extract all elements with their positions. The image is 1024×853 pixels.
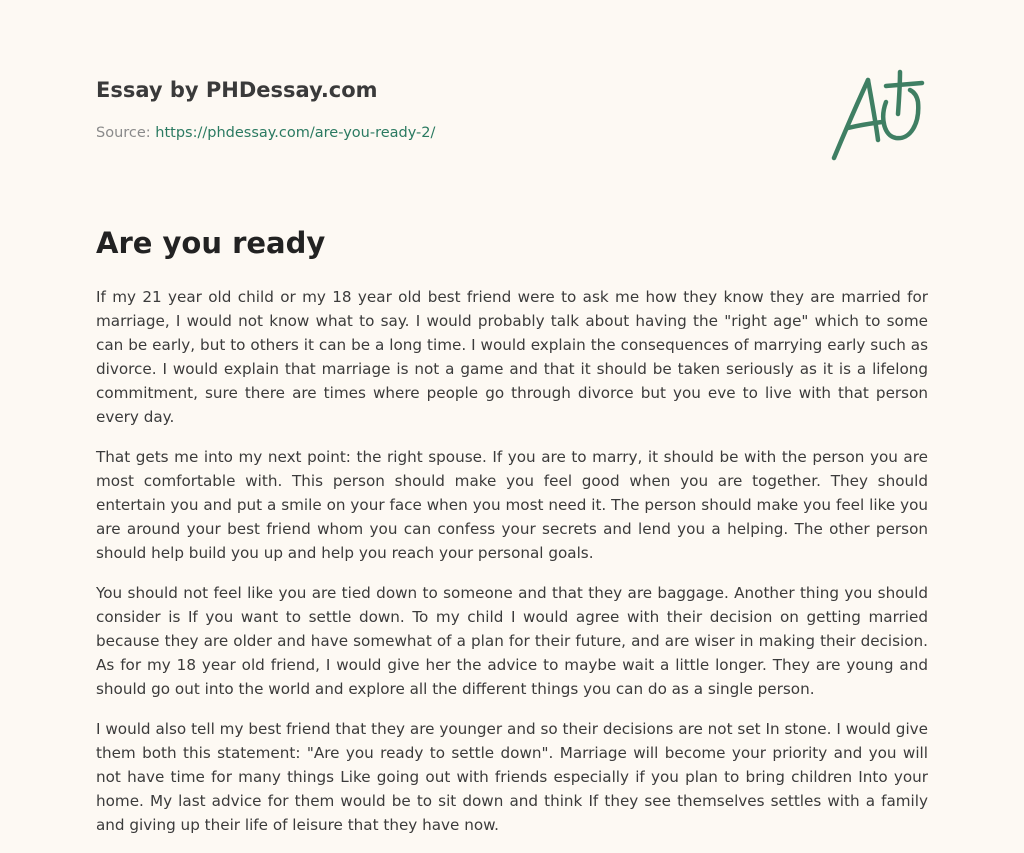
essay-paragraph: I would also tell my best friend that they are younger and so their decisions are not set In stone. I would give them both this statement: "Are you ready to settle down". Marriage will become your priority and you will not have time for many things Like going out with friends especially if you plan to bring children Into your home. My last advice for them would be to sit down and think If they see themselves settles with a family and giving up their life of leisure that they have now. xyxy=(96,720,928,834)
essay-title: Are you ready xyxy=(96,226,326,260)
a-plus-logo-icon xyxy=(826,66,928,166)
essay-paragraph: If my 21 year old child or my 18 year old best friend were to ask me how they know they are married for marriage, I would not know what to say. I would probably talk about having the "right age" which to some can be early, but to others it can be a long time. I would explain the consequences of marrying early such as divorce. I would explain that marriage is not a game and that it should be taken seriously as it is a lifelong commitment, sure there are times where people go through divorce but you eve to live with that person every day. xyxy=(96,288,928,426)
source-link[interactable]: https://phdessay.com/are-you-ready-2/ xyxy=(155,125,436,141)
essay-body xyxy=(96,285,928,853)
essay-page xyxy=(96,0,928,834)
header xyxy=(96,0,928,180)
source-line xyxy=(96,125,435,141)
essay-paragraph: You should not feel like you are tied down to someone and that they are baggage. Another thing you should consider is If you want to settle down. To my child I would agree with their decision on getting married because they are older and have somewhat of a plan for their future, and are wiser in making their decision. As for my 18 year old friend, I would give her the advice to maybe wait a little longer. They are young and should go out into the world and explore all the different things you can do as a single person. xyxy=(96,584,928,698)
site-title: Essay by PHDessay.com xyxy=(96,78,378,102)
essay-paragraph: That gets me into my next point: the right spouse. If you are to marry, it should be with the person you are most comfortable with. This person should make you feel good when you are together. They should entertain you and put a smile on your face when you most need it. The person should make you feel like you are around your best friend whom you can confess your secrets and lend you a helping. The other person should help build you up and help you reach your personal goals. xyxy=(96,448,928,562)
source-label: Source: xyxy=(96,125,156,141)
